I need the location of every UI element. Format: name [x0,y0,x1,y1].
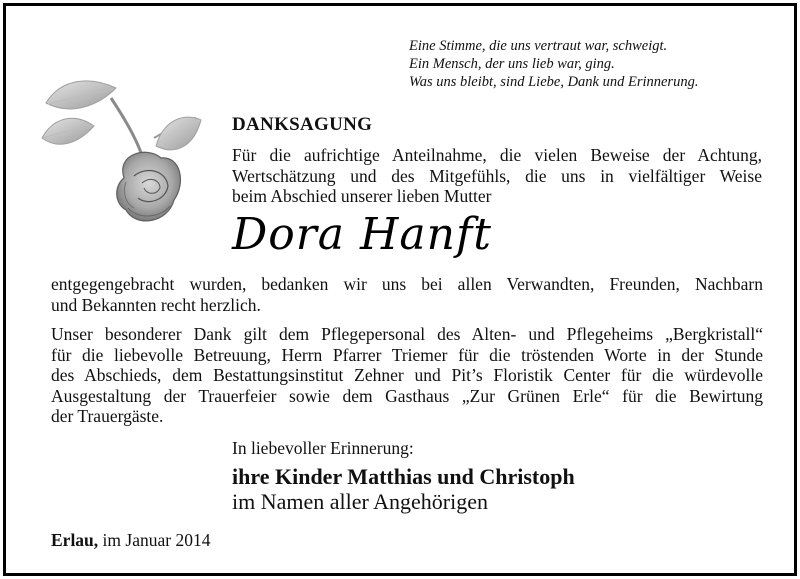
deceased-name: Dora Hanft [232,209,492,260]
place-date [51,530,210,551]
intro-line: Für die aufrichtige Anteilnahme, die vielen Beweise der Achtung, [232,145,762,165]
place-town: Erlau, [51,530,99,550]
thanks-paragraph [51,274,763,315]
paragraph-line: der Trauergäste. [51,406,164,426]
motto-line: Eine Stimme, die uns vertraut war, schweigt. [409,38,668,54]
closing-phrase: In liebevoller Erinnerung: [232,438,414,458]
paragraph-line: für die liebevolle Betreuung, Herrn Pfarrer Triemer für die tröstenden Worte in der Stunde [51,344,763,365]
paragraph-line: und Bekannten recht herzlich. [51,294,261,315]
paragraph-line: Unser besonderer Dank gilt dem Pflegepersonal des Alten- und Pflegeheims „Bergkristall“ [51,324,763,344]
intro-text [232,145,762,207]
paragraph-line: entgegengebracht wurden, bedanken wir uns bei allen Verwandten, Freunden, Nachbarn [51,274,763,294]
place-date-text: im Januar 2014 [102,530,211,550]
motto-verse [409,37,789,91]
paragraph-line: des Abschieds, dem Bestattungsinstitut Zehner und Pit’s Floristik Center für die würdevolle [51,365,763,385]
signatories: ihre Kinder Matthias und Christoph [232,464,575,489]
signatories-relatives: im Namen aller Angehörigen [232,489,488,514]
heading-title: DANKSAGUNG [232,114,373,135]
intro-line: beim Abschied unserer lieben Mutter [232,186,492,206]
motto-line: Ein Mensch, der uns lieb war, ging. [409,56,615,72]
obituary-card [3,3,797,576]
motto-line: Was uns bleibt, sind Liebe, Dank und Erinnerung. [409,74,699,90]
rose-icon [36,58,226,243]
paragraph-line: Ausgestaltung der Trauerfeier sowie dem Gasthaus „Zur Grünen Erle“ für die Bewirtung [51,385,763,406]
special-thanks-paragraph [51,324,763,427]
intro-line: Wertschätzung und des Mitgefühls, die uns in vielfältiger Weise [232,165,762,186]
